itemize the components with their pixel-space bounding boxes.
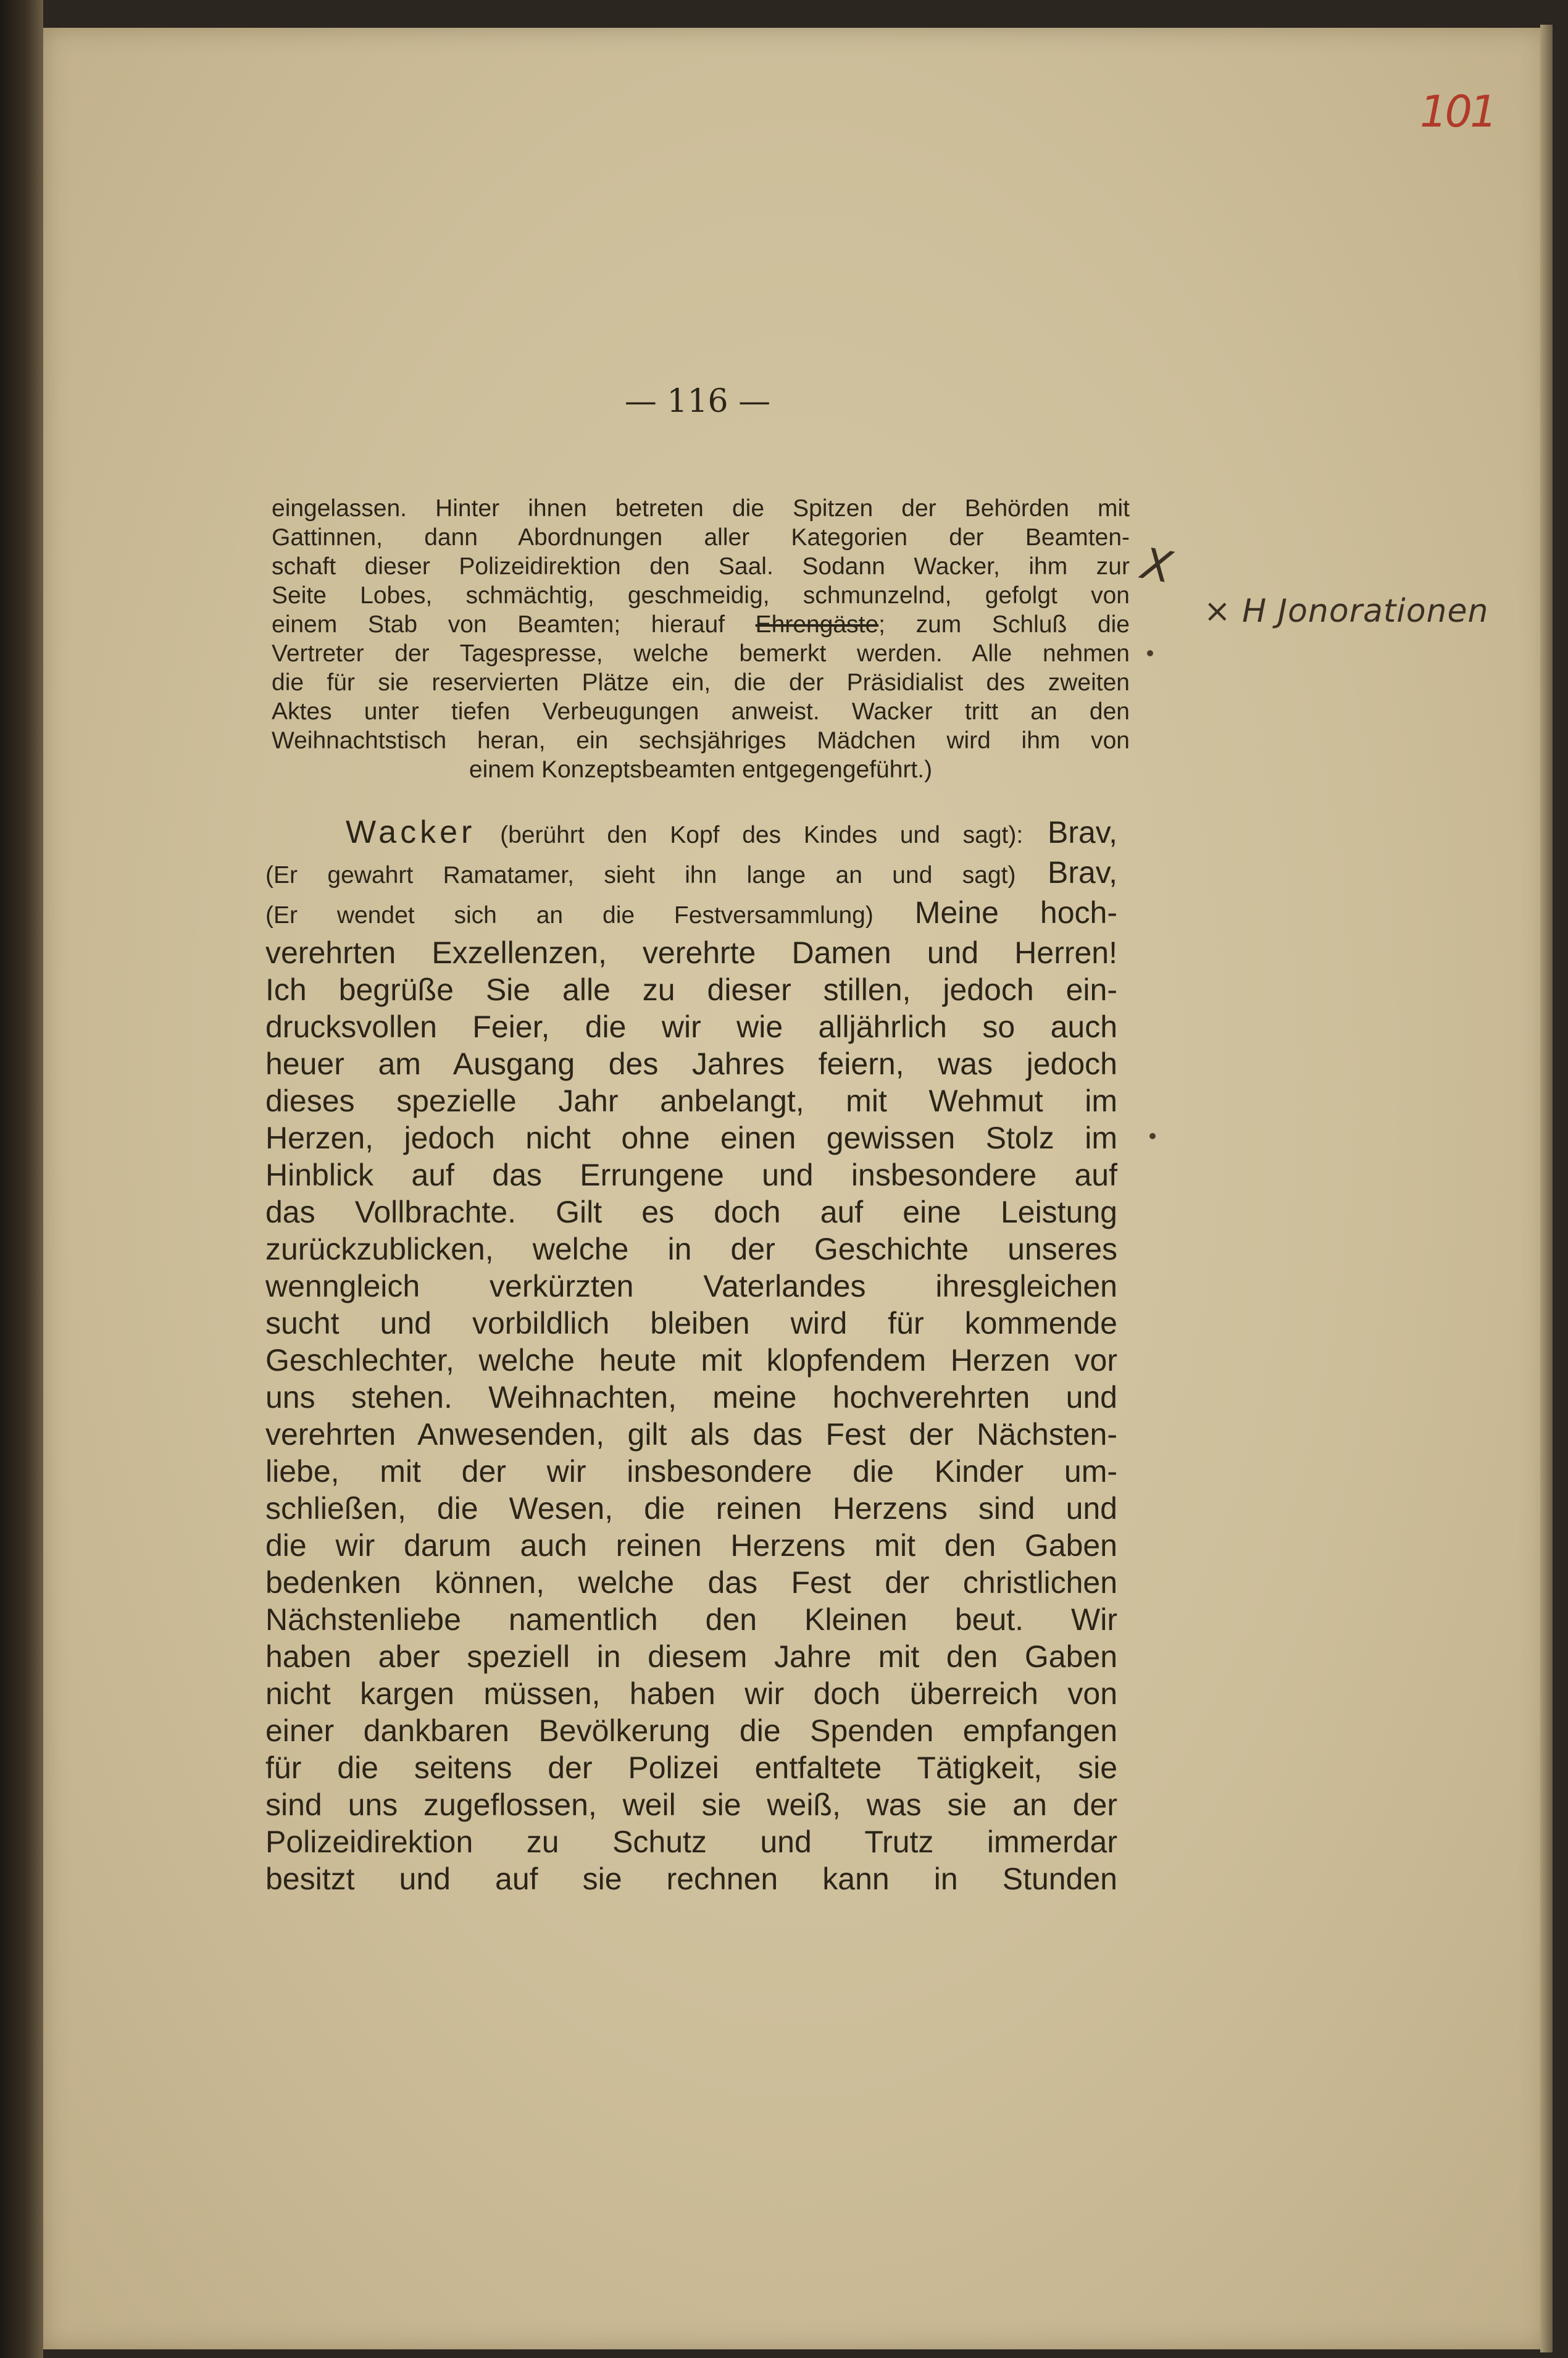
speech-line: heuer am Ausgang des Jahres feiern, was jedoch (265, 1047, 1117, 1081)
stage-line (272, 610, 1130, 639)
speech-line: Polizeidirektion zu Schutz und Trutz immerdar (265, 1825, 1117, 1859)
speaker-name: Wacker (346, 814, 476, 850)
speech-line: haben aber speziell in diesem Jahre mit den Gaben (265, 1639, 1117, 1674)
archive-sheet-number: 101 (1420, 86, 1495, 137)
speech-line: nicht kargen müssen, haben wir doch überreich von (265, 1676, 1117, 1711)
speech-line: drucksvollen Feier, die wir wie alljährlich so auch (265, 1010, 1117, 1044)
stage-text: einem Stab von Beamten; hierauf (272, 611, 725, 638)
speech-line: liebe, mit der wir insbesondere die Kinder um- (265, 1454, 1117, 1489)
speech-line: sind uns zugeflossen, weil sie weiß, was sie an der (265, 1787, 1117, 1822)
stage-text: ; zum Schluß die (878, 611, 1130, 638)
stage-line: Seite Lobes, schmächtig, geschmeidig, schmunzelnd, gefolgt von (272, 582, 1130, 609)
stage-line: Gattinnen, dann Abordnungen aller Kategorien der Beamten- (272, 524, 1130, 551)
page-number: — 116 — (624, 383, 771, 420)
speech-line: Geschlechter, welche heute mit klopfendem Herzen vor (265, 1343, 1117, 1378)
margin-handwritten-note: × H Jonorationen (1204, 593, 1489, 630)
stage-direction (272, 494, 1130, 784)
speech-line (265, 854, 1117, 894)
speech-line: einer dankbaren Bevölkerung die Spenden empfangen (265, 1713, 1117, 1748)
speech-line (265, 894, 1117, 934)
speech-line: besitzt und auf sie rechnen kann in Stunden (265, 1862, 1117, 1896)
margin-dot (1149, 1133, 1156, 1139)
speech-line: Nächstenliebe namentlich den Kleinen beut. Wir (265, 1602, 1117, 1637)
stage-line: die für sie reservierten Plätze ein, die der Präsidialist des zweiten (272, 669, 1130, 696)
stage-line: Vertreter der Tagespresse, welche bemerkt werden. Alle nehmen (272, 640, 1130, 667)
stage-aside: (Er gewahrt Ramatamer, sieht ihn lange an und sagt) (265, 862, 1016, 888)
margin-dot (1147, 650, 1153, 656)
stage-aside: (Er wendet sich an die Festversammlung) (265, 902, 874, 929)
stage-line: schaft dieser Polizeidirektion den Saal. Sodann Wacker, ihm zur (272, 553, 1130, 580)
speech-line: dieses spezielle Jahr anbelangt, mit Wehmut im (265, 1084, 1117, 1118)
speech-line: zurückzublicken, welche in der Geschichte unseres (265, 1232, 1117, 1266)
margin-cross-mark: X (1138, 538, 1176, 593)
speech-text: Brav, (1048, 815, 1117, 850)
stage-line: Aktes unter tiefen Verbeugungen anweist. Wacker tritt an den (272, 698, 1130, 725)
speech-block (265, 814, 1117, 1897)
speech-text: Brav, (1048, 855, 1117, 890)
speech-line: das Vollbrachte. Gilt es doch auf eine Leistung (265, 1195, 1117, 1229)
speech-line: für die seitens der Polizei entfaltete Tätigkeit, sie (265, 1750, 1117, 1785)
speech-line: Hinblick auf das Errungene und insbesondere auf (265, 1158, 1117, 1192)
speech-text: Meine hoch- (914, 895, 1117, 930)
stage-line: einem Konzeptsbeamten entgegengeführt.) (469, 756, 933, 783)
speech-line: bedenken können, welche das Fest der christlichen (265, 1565, 1117, 1600)
speech-line: Ich begrüße Sie alle zu dieser stillen, jedoch ein- (265, 972, 1117, 1007)
page-edge (1540, 25, 1553, 2352)
speech-line: schließen, die Wesen, die reinen Herzens sind und (265, 1491, 1117, 1526)
stage-aside: (berührt den Kopf des Kindes und sagt): (500, 822, 1024, 848)
struck-out-word: Ehrengäste (755, 611, 879, 638)
speech-line (265, 814, 1117, 854)
speech-line: Herzen, jedoch nicht ohne einen gewissen Stolz im (265, 1121, 1117, 1155)
stage-line: eingelassen. Hinter ihnen betreten die Spitzen der Behörden mit (272, 495, 1130, 522)
speech-line: verehrten Anwesenden, gilt als das Fest der Nächsten- (265, 1417, 1117, 1452)
speech-line: sucht und vorbildlich bleiben wird für kommende (265, 1306, 1117, 1340)
speech-line: die wir darum auch reinen Herzens mit den Gaben (265, 1528, 1117, 1563)
speech-line: verehrten Exzellenzen, verehrte Damen und Herren! (265, 935, 1117, 970)
speech-line: wenngleich verkürzten Vaterlandes ihresgleichen (265, 1269, 1117, 1303)
stage-line: Weihnachtstisch heran, ein sechsjähriges Mädchen wird ihm von (272, 727, 1130, 754)
book-binding (0, 0, 43, 2358)
speech-line: uns stehen. Weihnachten, meine hochverehrten und (265, 1380, 1117, 1415)
